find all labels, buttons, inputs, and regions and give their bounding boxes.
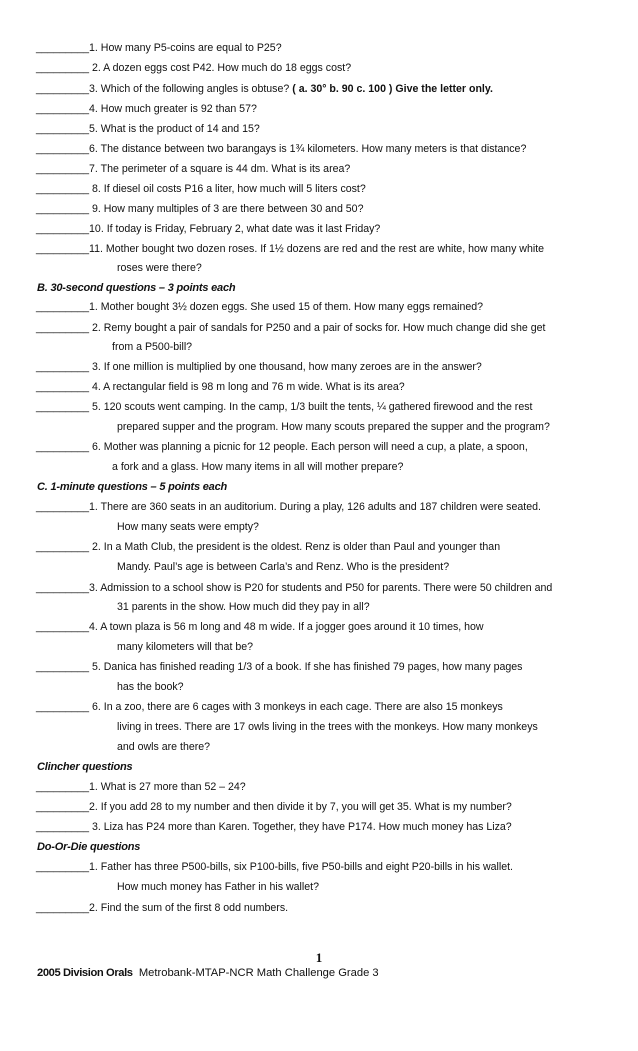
question-text: 8. If diesel oil costs P16 a liter, how much will 5 liters cost? xyxy=(89,183,366,195)
question-a3 xyxy=(36,79,630,99)
footer-title: Metrobank-MTAP-NCR Math Challenge Grade 3 xyxy=(138,967,379,979)
question-text: 9. How many multiples of 3 are there between 30 and 50? xyxy=(89,203,364,215)
question-text: 6. In a zoo, there are 6 cages with 3 monkeys in each cage. There are also 15 monkeys xyxy=(89,701,503,713)
question-continuation: Mandy. Paul’s age is between Carla’s and Renz. Who is the president? xyxy=(117,561,450,573)
answer-blank: _________ xyxy=(36,441,90,453)
question-a4 xyxy=(36,99,630,119)
answer-blank: _________ xyxy=(36,301,90,313)
question-text: 11. Mother bought two dozen roses. If 1½ dozens are red and the rest are white, how many white xyxy=(89,243,545,255)
question-continuation: 31 parents in the show. How much did they pay in all? xyxy=(117,601,370,613)
answer-blank: _________ xyxy=(36,541,90,553)
answer-options: ( a. 30° b. 90 c. 100 ) Give the letter only. xyxy=(292,83,493,95)
question-b1 xyxy=(36,297,630,317)
question-a1 xyxy=(36,38,630,58)
answer-blank: _________ xyxy=(36,861,90,873)
question-do-or-die-1 xyxy=(36,857,630,877)
page-footer xyxy=(37,967,379,979)
answer-blank: _________ xyxy=(36,361,90,373)
answer-blank: _________ xyxy=(36,223,90,235)
question-text: 10. If today is Friday, February 2, what date was it last Friday? xyxy=(89,223,381,235)
question-text: 5. What is the product of 14 and 15? xyxy=(89,123,260,135)
answer-blank: _________ xyxy=(36,661,90,673)
answer-blank: _________ xyxy=(36,821,90,833)
question-a6 xyxy=(36,139,630,159)
question-b3 xyxy=(36,357,630,377)
question-text: 3. Which of the following angles is obtuse? xyxy=(89,83,290,95)
answer-blank: _________ xyxy=(36,83,90,95)
question-text: 3. If one million is multiplied by one thousand, how many zeroes are in the answer? xyxy=(89,361,482,373)
question-text: 3. Admission to a school show is P20 for students and P50 for parents. There were 50 children and xyxy=(89,582,553,594)
question-text: 2. If you add 28 to my number and then divide it by 7, you will get 35. What is my number? xyxy=(89,801,512,813)
question-continuation: from a P500-bill? xyxy=(112,341,193,353)
question-clincher-1 xyxy=(36,777,630,797)
section-heading-do-or-die: Do-Or-Die questions xyxy=(37,841,141,853)
question-continuation: How many seats were empty? xyxy=(117,521,259,533)
question-text: 6. Mother was planning a picnic for 12 people. Each person will need a cup, a plate, a spoon, xyxy=(89,441,528,453)
question-c4 xyxy=(36,617,630,637)
question-clincher-3 xyxy=(36,817,630,837)
question-a7 xyxy=(36,159,630,179)
section-heading-c: C. 1-minute questions – 5 points each xyxy=(37,481,228,493)
question-a5 xyxy=(36,119,630,139)
question-b6 xyxy=(36,437,630,457)
answer-blank: _________ xyxy=(36,501,90,513)
answer-blank: _________ xyxy=(36,243,90,255)
footer-event: 2005 Division Orals xyxy=(37,967,133,979)
answer-blank: _________ xyxy=(36,701,90,713)
question-text: 4. A rectangular field is 98 m long and 76 m wide. What is its area? xyxy=(89,381,405,393)
question-b5 xyxy=(36,397,630,417)
answer-blank: _________ xyxy=(36,801,90,813)
question-a11 xyxy=(36,239,630,259)
answer-blank: _________ xyxy=(36,401,90,413)
question-a2 xyxy=(36,58,630,78)
question-text: 1. How many P5-coins are equal to P25? xyxy=(89,42,282,54)
question-text: 6. The distance between two barangays is 1¾ kilometers. How many meters is that distance? xyxy=(89,143,527,155)
question-text: 1. What is 27 more than 52 – 24? xyxy=(89,781,246,793)
question-continuation: has the book? xyxy=(117,681,184,693)
question-continuation: living in trees. There are 17 owls living in the trees with the monkeys. How many monkeys xyxy=(117,721,538,733)
question-text: 2. Remy bought a pair of sandals for P250 and a pair of socks for. How much change did she get xyxy=(89,322,546,334)
question-b4 xyxy=(36,377,630,397)
question-text: 1. There are 360 seats in an auditorium. During a play, 126 adults and 187 children were seated. xyxy=(89,501,541,513)
answer-blank: _________ xyxy=(36,203,90,215)
question-do-or-die-2 xyxy=(36,898,630,918)
question-continuation: many kilometers will that be? xyxy=(117,641,254,653)
answer-blank: _________ xyxy=(36,381,90,393)
question-c6 xyxy=(36,697,630,717)
question-clincher-2 xyxy=(36,797,630,817)
question-text: 4. How much greater is 92 than 57? xyxy=(89,103,257,115)
page-number: 1 xyxy=(315,950,323,965)
question-text: 3. Liza has P24 more than Karen. Together, they have P174. How much money has Liza? xyxy=(89,821,512,833)
question-a10 xyxy=(36,219,630,239)
question-text: 2. A dozen eggs cost P42. How much do 18 eggs cost? xyxy=(89,62,352,74)
question-text: 1. Father has three P500-bills, six P100-bills, five P50-bills and eight P20-bills in his wallet. xyxy=(89,861,513,873)
question-c3 xyxy=(36,578,630,598)
answer-blank: _________ xyxy=(36,582,90,594)
question-text: 2. In a Math Club, the president is the oldest. Renz is older than Paul and younger than xyxy=(89,541,501,553)
question-c1 xyxy=(36,497,630,517)
question-b2 xyxy=(36,318,630,338)
question-a9 xyxy=(36,199,630,219)
question-text: 2. Find the sum of the first 8 odd numbers. xyxy=(89,902,289,914)
answer-blank: _________ xyxy=(36,183,90,195)
answer-blank: _________ xyxy=(36,143,90,155)
answer-blank: _________ xyxy=(36,62,90,74)
answer-blank: _________ xyxy=(36,103,90,115)
question-c5 xyxy=(36,657,630,677)
answer-blank: _________ xyxy=(36,163,90,175)
question-a8 xyxy=(36,179,630,199)
question-text: 4. A town plaza is 56 m long and 48 m wide. If a jogger goes around it 10 times, how xyxy=(89,621,484,633)
question-text: 5. 120 scouts went camping. In the camp, 1/3 built the tents, ¼ gathered firewood and the rest xyxy=(89,401,533,413)
question-continuation: and owls are there? xyxy=(117,741,211,753)
answer-blank: _________ xyxy=(36,781,90,793)
answer-blank: _________ xyxy=(36,123,90,135)
answer-blank: _________ xyxy=(36,322,90,334)
question-continuation: roses were there? xyxy=(117,262,202,274)
question-c2 xyxy=(36,537,630,557)
question-text: 7. The perimeter of a square is 44 dm. What is its area? xyxy=(89,163,351,175)
answer-blank: _________ xyxy=(36,621,90,633)
answer-blank: _________ xyxy=(36,42,90,54)
answer-blank: _________ xyxy=(36,902,90,914)
question-continuation: How much money has Father in his wallet? xyxy=(117,881,319,893)
question-continuation: prepared supper and the program. How many scouts prepared the supper and the program? xyxy=(117,421,550,433)
question-continuation: a fork and a glass. How many items in all will mother prepare? xyxy=(112,461,404,473)
section-heading-b: B. 30-second questions – 3 points each xyxy=(37,282,236,294)
section-heading-clincher: Clincher questions xyxy=(37,761,133,773)
question-text: 5. Danica has finished reading 1/3 of a book. If she has finished 79 pages, how many pages xyxy=(89,661,523,673)
question-text: 1. Mother bought 3½ dozen eggs. She used 15 of them. How many eggs remained? xyxy=(89,301,484,313)
